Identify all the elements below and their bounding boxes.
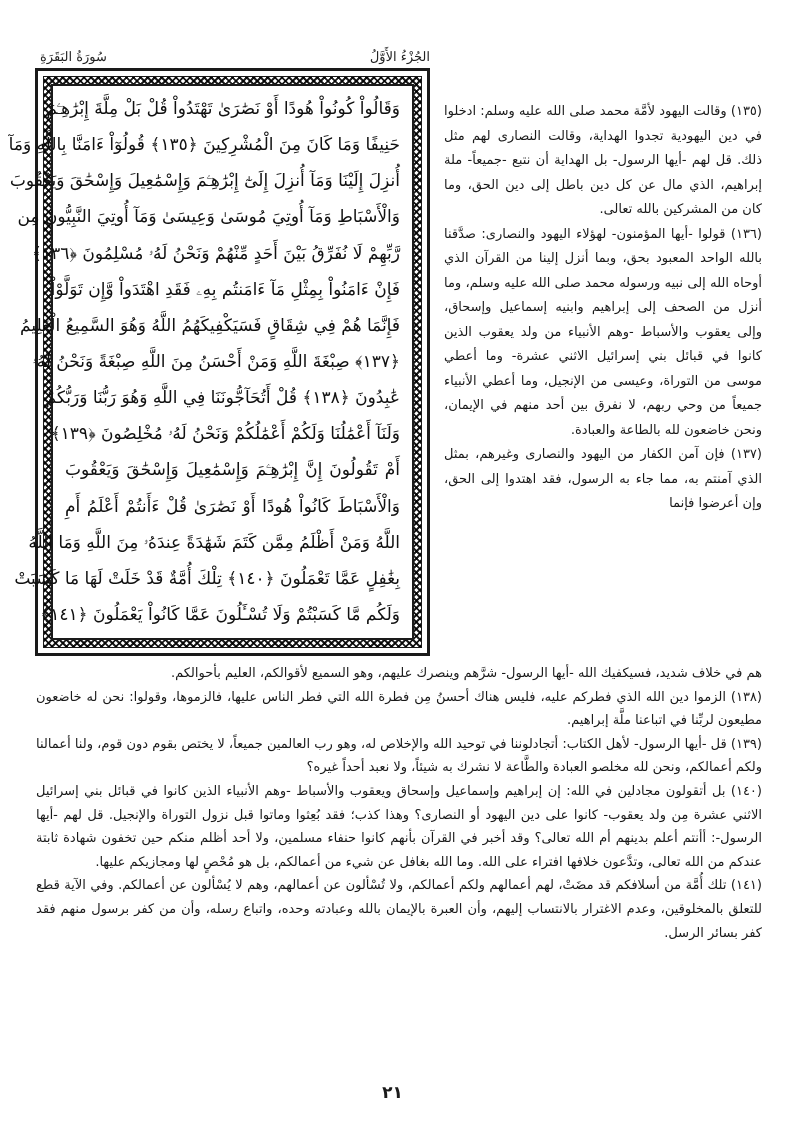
ornamental-border	[8, 76, 422, 648]
tafsir-paragraph-138: (١٣٨) الزموا دين الله الذي فطركم عليه، فليس هناك أحسنُ مِن فطرة الله التي فطر الناس عليها، فالزموها، وقولوا: نحن له خاضعون مطيعون لربِّنا في اتباعنا ملَّة إبراهيم.	[36, 689, 762, 729]
quran-line: رَّبِّهِمْ لَا نُفَرِّقُ بَيْنَ أَحَدٍ مِّنْهُمْ وَنَحْنُ لَهُۥ مُسْلِمُونَ ﴿١٣٦﴾	[32, 243, 400, 264]
quran-line: أَمْ تَقُولُونَ إِنَّ إِبْرَٰهِـۧمَ وَإِسْمَٰعِيلَ وَإِسْحَٰقَ وَيَعْقُوبَ	[65, 460, 400, 481]
quran-text-panel	[8, 84, 414, 640]
quran-line: فَإِنَّمَا هُمْ فِي شِقَاقٍ فَسَيَكْفِيكَهُمُ اللَّهُ وَهُوَ السَّمِيعُ الْعَلِيمُ	[20, 315, 400, 336]
quran-line: عَٰبِدُونَ ﴿١٣٨﴾ قُلْ أَتُحَآجُّونَنَا فِي اللَّهِ وَهُوَ رَبُّنَا وَرَبُّكُمْ	[45, 388, 400, 409]
quran-line: بِغَٰفِلٍ عَمَّا تَعْمَلُونَ ﴿١٤٠﴾ تِلْكَ أُمَّةٌ قَدْ خَلَتْ لَهَا مَا كَسَبَتْ	[14, 568, 400, 589]
running-header-juz: الجُزْءُ الأَوَّلُ	[369, 50, 430, 65]
running-header-surah: سُورَةُ البَقَرَةِ	[40, 50, 107, 65]
quran-text-frame	[8, 68, 430, 656]
tafsir-side-column	[444, 100, 762, 517]
tafsir-paragraph-136: (١٣٦) قولوا -أيها المؤمنون- لهؤلاء اليهود والنصارى: صدَّقنا بالله الواحد المعبود بحق، وبما أنزل إلينا من القرآن الذي أوحاه الله إلى نبيه ورسوله محمد صلى الله عليه وسلم، وما أنزل من الصحف إلى إبراهيم وابنيه إسماعيل وإسحاق، وإلى يعقوب والأسباط -وهم الأنبياء من ولد يعقوب الذين كانوا في قبائل بني إسرائيل الاثني عشرة- وما أعطي موسى من التوراة، وعيسى من الإنجيل، وما أعطي الأنبياء جميعاً من وحي ربهم، لا نفرق بين أحد منهم في الإيمان، ونحن خاضعون لله بالطاعة والعبادة.	[444, 226, 762, 438]
tafsir-paragraph-140: (١٤٠) بل أتقولون مجادلين في الله: إن إبراهيم وإسماعيل وإسحاق ويعقوب والأسباط -وهم الأنبياء الذين كانوا في قبائل بني إسرائيل الاثني عشرة مِن ولد يعقوب- كانوا على دين اليهود أو النصارى؟ وهذا كذب؛ فقد بُعِثوا وماتوا قبل نزول التوراة والإنجيل. قل لهم -أيها الرسول-: أأنتم أعلم بدينهم أم الله تعالى؟ وقد أخبر في القرآن بأنهم كانوا حنفاء مسلمين، ولا أحد أظلم منكم حين تخفون شهادة ثابتة عندكم من الله تعالى، وتدَّعون خلافها افتراء على الله. وما الله بغافل عن شيء من أعمالكم، بل هو مُحْصٍ لها ومجازيكم عليها.	[36, 783, 762, 870]
quran-line: فَإِنْ ءَامَنُواْ بِمِثْلِ مَآ ءَامَنتُم بِهِۦ فَقَدِ اهْتَدَواْ وَّإِن تَوَلَّوْاْ	[50, 279, 400, 300]
quran-line: وَلَكُم مَّا كَسَبْتُمْ وَلَا تُسْـَٔلُونَ عَمَّا كَانُواْ يَعْمَلُونَ ﴿١٤١﴾	[40, 604, 400, 625]
tafsir-paragraph-141: (١٤١) تلك أُمَّة من أسلافكم قد مضَتْ، لهم أعمالهم ولكم أعمالكم، ولا تُسْألون عن أعمالهم، وهم لا يُسْألون عن أعمالكم. وفي الآية قطع للتعلق بالمخلوقين، وعدم الاغترار بالانتساب إليهم، وأن العبرة بالإيمان بالله وعبادته وحده، واتباع رسله، وأن من كفر برسول منهم فقد كفر بسائر الرسل.	[36, 878, 762, 941]
quran-line: ﴿١٣٧﴾ صِبْغَةَ اللَّهِ وَمَنْ أَحْسَنُ مِنَ اللَّهِ صِبْغَةً وَنَحْنُ لَهُۥ	[32, 351, 400, 372]
quran-line: وَالْأَسْبَاطَ كَانُواْ هُودًا أَوْ نَصَٰرَىٰ قُلْ ءَأَنتُمْ أَعْلَمُ أَمِ	[65, 496, 400, 517]
quran-line: وَلَنَآ أَعْمَٰلُنَا وَلَكُمْ أَعْمَٰلُكُمْ وَنَحْنُ لَهُۥ مُخْلِصُونَ ﴿١٣٩﴾	[50, 424, 400, 445]
page-number: ٢١	[382, 1083, 403, 1103]
tafsir-paragraph-137-start: (١٣٧) فإن آمن الكفار من اليهود والنصارى وغيرهم، بمثل الذي آمنتم به، مما جاء به الرسول، فقد اهتدوا إلى الحق، وإن أعرضوا فإنما	[444, 447, 762, 511]
tafsir-paragraph-137-end: هم في خلاف شديد، فسيكفيك الله -أيها الرسول- شرَّهم وينصرك عليهم، وهو السميع لأقوالكم، العليم بأحوالكم.	[170, 666, 762, 681]
tafsir-full-width	[36, 662, 762, 945]
quran-line: حَنِيفًا وَمَا كَانَ مِنَ الْمُشْرِكِينَ ﴿١٣٥﴾ قُولُوٓاْ ءَامَنَّا بِاللَّهِ وَمَآ	[8, 135, 400, 156]
quran-line: وَقَالُواْ كُونُواْ هُودًا أَوْ نَصَٰرَىٰ تَهْتَدُواْ قُلْ بَلْ مِلَّةَ إِبْرَٰهِـۧمَ	[46, 99, 400, 119]
quran-line: أُنزِلَ إِلَيْنَا وَمَآ أُنزِلَ إِلَىٰٓ إِبْرَٰهِـۧمَ وَإِسْمَٰعِيلَ وَإِسْحَٰقَ وَيَعْقُوبَ	[9, 171, 400, 192]
quran-line: وَالْأَسْبَاطِ وَمَآ أُوتِيَ مُوسَىٰ وَعِيسَىٰ وَمَآ أُوتِيَ النَّبِيُّونَ مِن	[17, 207, 400, 228]
tafsir-paragraph-139: (١٣٩) قل -أيها الرسول- لأهل الكتاب: أتجادلوننا في توحيد الله والإخلاص له، وهو رب العالمين جميعاً، لا يختص بقوم دون قوم، ولنا أعمالنا ولكم أعمالكم، ونحن لله مخلصو العبادة والطَّاعة لا نشرك به شيئاً، ولا نعبد أحداً غيره؟	[36, 736, 762, 776]
tafsir-paragraph-135: (١٣٥) وقالت اليهود لأمَّة محمد صلى الله عليه وسلم: ادخلوا في دين اليهودية تجدوا الهداية، وقالت النصارى لهم مثل ذلك. قل لهم -أيها الرسول- بل الهداية أن نتبع -جميعاً- ملة إبراهيم، الذي مال عن كل دين باطل إلى دين الحق، وما كان من المشركين بالله تعالى.	[444, 104, 762, 217]
quran-line: اللَّهُ وَمَنْ أَظْلَمُ مِمَّن كَتَمَ شَهَٰدَةً عِندَهُۥ مِنَ اللَّهِ وَمَا اللَّهُ	[28, 532, 400, 553]
